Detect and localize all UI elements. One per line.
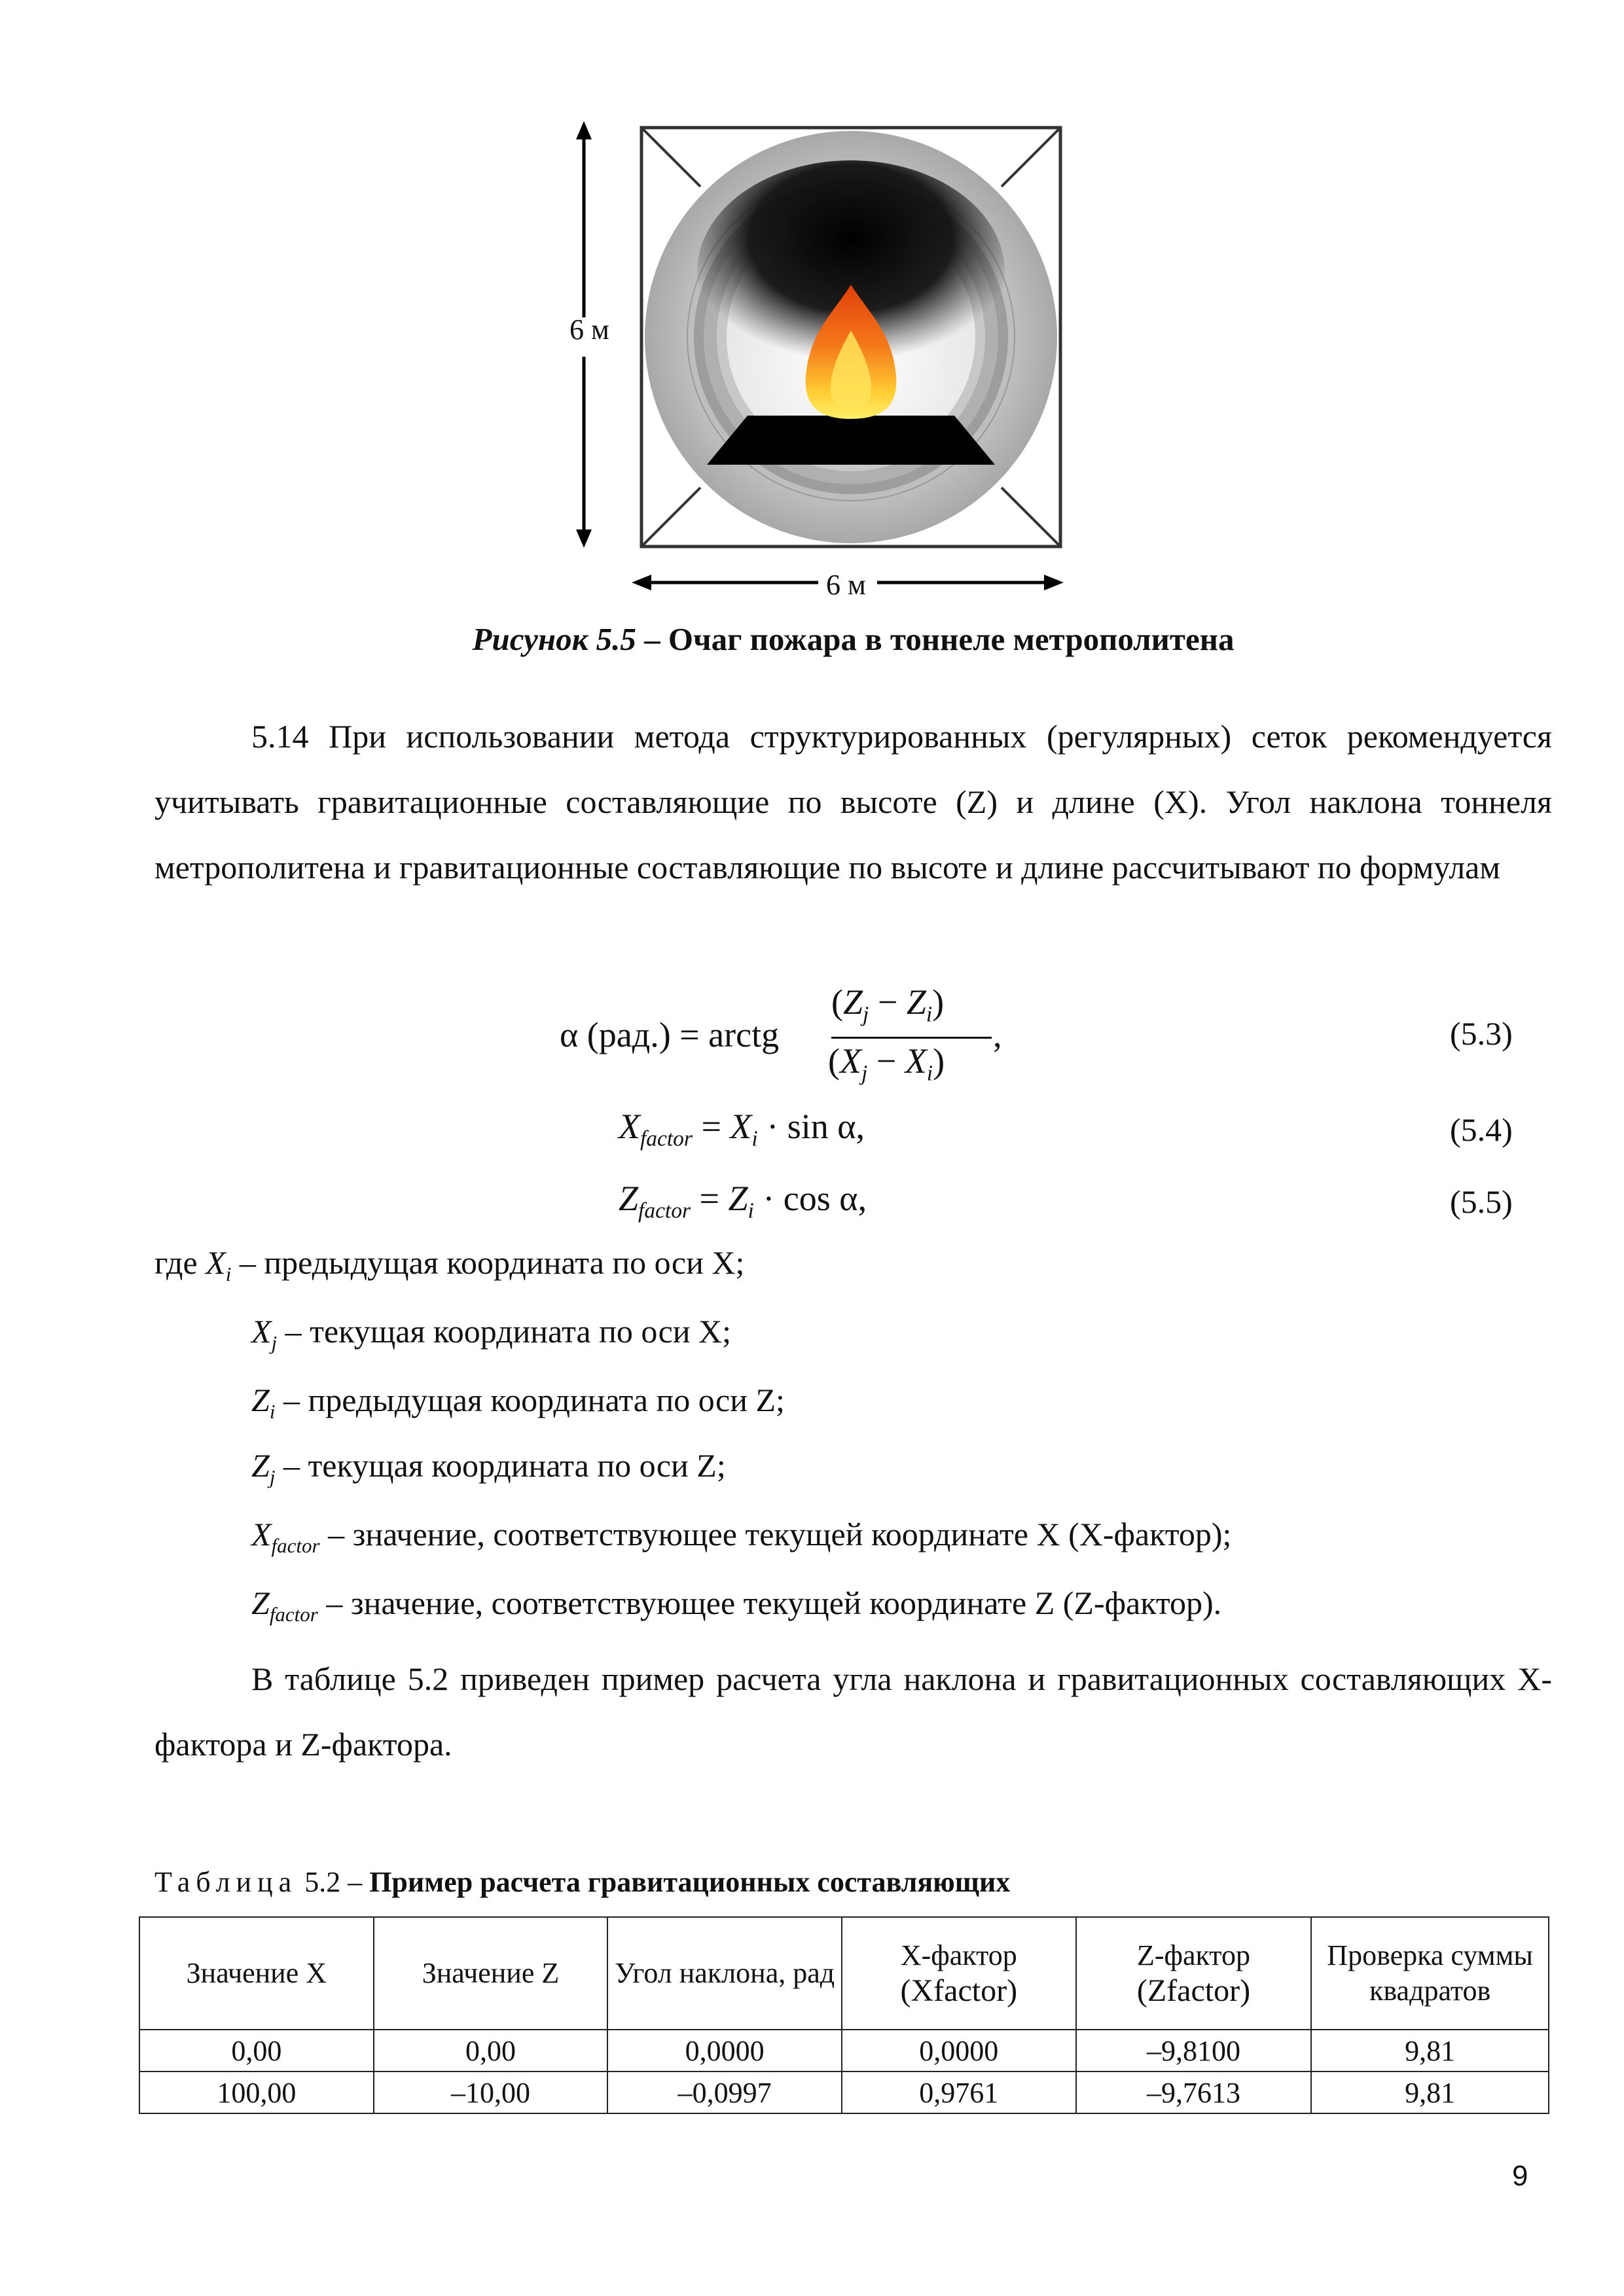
table-row: 100,00 –10,00 –0,0997 0,9761 –9,7613 9,81 [139, 2072, 1549, 2113]
paragraph-5-14 [154, 704, 1552, 900]
formula-5-3-number: (5.3) [1450, 1015, 1513, 1052]
paragraph-text: 5.14 При использовании метода структурированных (регулярных) сеток рекомендуется учитывать гравитационные составляющие по высоте (Z) и длине (X). Угол наклона тоннеля метрополитена и гравитационные составляющие по высоте и длине рассчитывают по формулам [154, 718, 1552, 886]
width-dimension-label: 6 м [826, 569, 866, 601]
header-value-x: Значение X [139, 1917, 374, 2030]
formula-5-4-number: (5.4) [1450, 1111, 1513, 1148]
height-dimension-label: 6 м [569, 314, 609, 346]
definition-zfactor: $Z_{factor}$ – значение, соответствующее текущей координате Z (Z-фактор). [251, 1585, 1222, 1626]
definition-xi: где $X_i$ – предыдущая координата по оси X; [154, 1244, 745, 1285]
tunnel-fire-illustration [576, 121, 1087, 592]
caption-number: Рисунок 5.5 [472, 621, 636, 657]
header-z-factor: Z-фактор (Zfactor) [1076, 1917, 1312, 2030]
table-caption-label: Таблица [154, 1866, 298, 1898]
formula-5-4: $X_{factor} = X_i \cdot \sin \alpha$, [619, 1107, 865, 1151]
definition-xfactor: $X_{factor}$ – значение, соответствующее текущей координате X (X-фактор); [251, 1516, 1232, 1557]
definition-zi: $Z_i$ – предыдущая координата по оси Z; [251, 1382, 785, 1423]
table-caption [154, 1865, 1010, 1899]
table-row: 0,00 0,00 0,0000 0,0000 –9,8100 9,81 [139, 2030, 1549, 2072]
header-sum-check: Проверка суммы квадратов [1311, 1917, 1549, 2030]
table-caption-number: 5.2 – [297, 1866, 370, 1898]
gravity-components-table [139, 1916, 1549, 2114]
header-angle: Угол наклона, рад [607, 1917, 842, 2030]
table-header-row [139, 1917, 1549, 2030]
formula-5-5-number: (5.5) [1450, 1183, 1513, 1220]
definition-xj: $X_j$ – текущая координата по оси X; [251, 1313, 732, 1354]
paragraph-table-intro [154, 1646, 1552, 1777]
header-value-z: Значение Z [374, 1917, 608, 2030]
formula-5-3: α (рад.) = arctg $(Z_j - Z_i)$ $(X_j - X_i)$ , [560, 982, 1002, 1086]
definition-zj: $Z_j$ – текущая координата по оси Z; [251, 1447, 726, 1488]
caption-text: – Очаг пожара в тоннеле метрополитена [636, 621, 1235, 657]
paragraph-text: В таблице 5.2 приведен пример расчета угла наклона и гравитационных составляющих X-фактора и Z-фактора. [154, 1660, 1552, 1763]
header-x-factor: X-фактор (Xfactor) [842, 1917, 1076, 2030]
figure-caption [154, 617, 1552, 662]
table-caption-title: Пример расчета гравитационных составляющих [369, 1866, 1011, 1898]
formula-5-5: $Z_{factor} = Z_i \cdot \cos \alpha$, [619, 1179, 867, 1223]
page-number: 9 [1512, 2160, 1528, 2192]
tunnel-figure [576, 121, 1087, 592]
